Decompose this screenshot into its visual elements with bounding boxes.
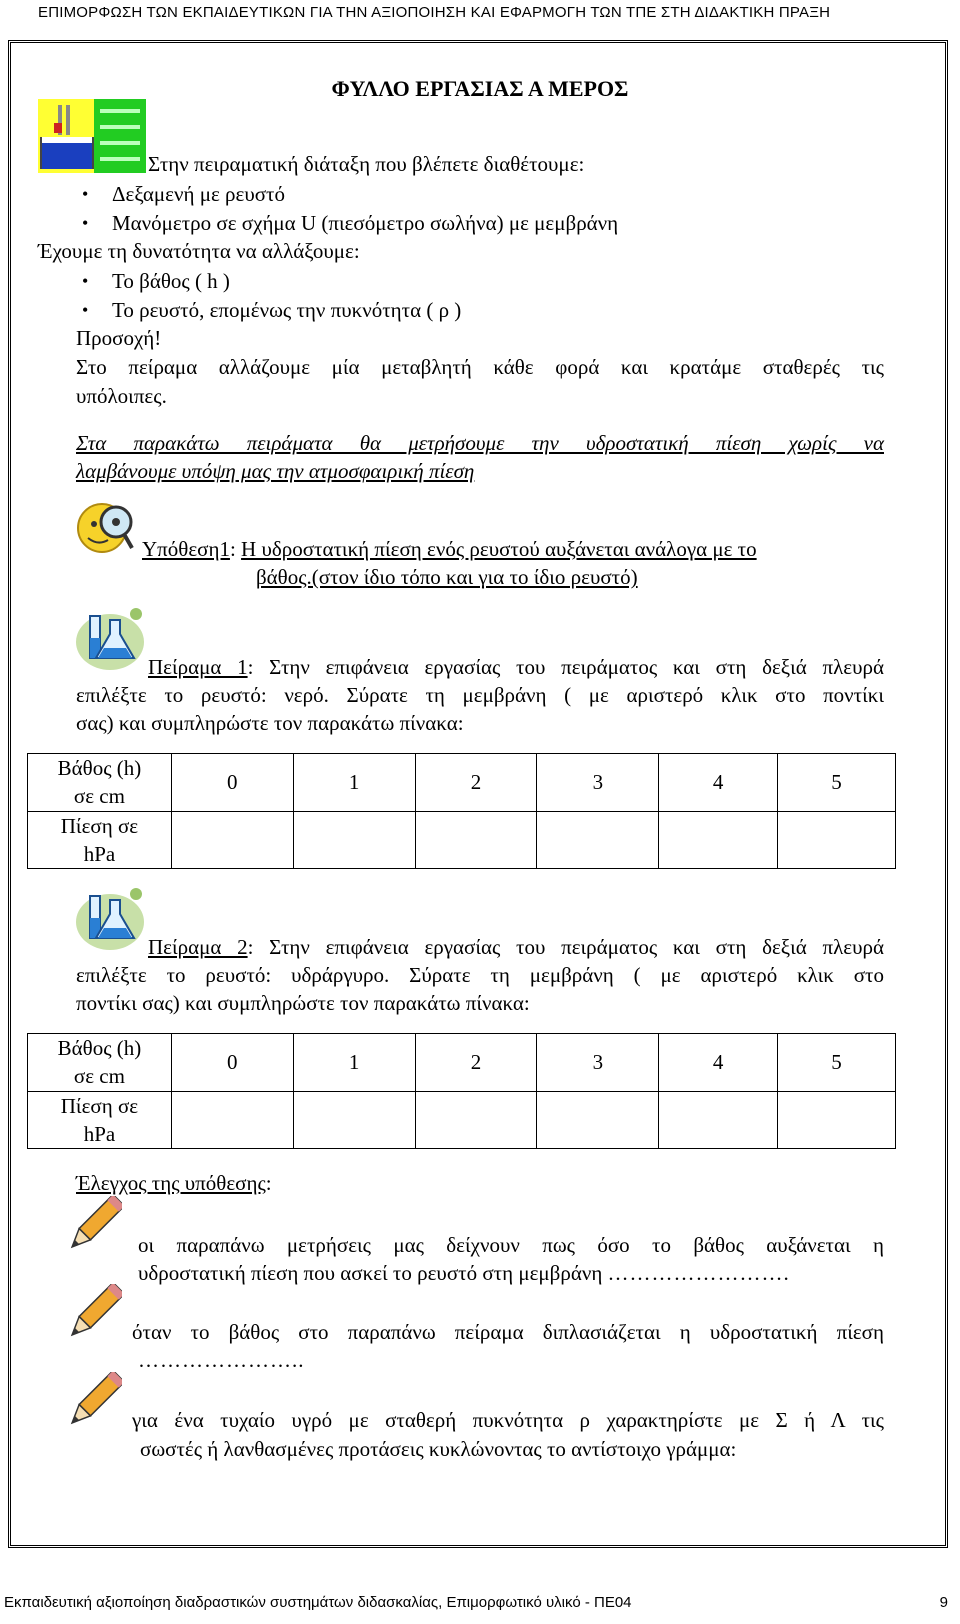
pressure-cell[interactable] [778, 811, 896, 869]
note-line: Στα παρακάτω πειράματα θα μετρήσουμε την υδροστατική πίεση χωρίς να [76, 431, 884, 455]
experiment1-label: Πείραμα 1 [148, 655, 248, 679]
change-intro: Έχουμε τη δυνατότητα να αλλάξουμε: [38, 239, 360, 263]
intro-text: Στην πειραματική διάταξη που βλέπετε διαθέτουμε: [148, 152, 585, 176]
flask-icon [74, 606, 146, 672]
pressure-cell[interactable] [415, 1091, 537, 1149]
page-header: ΕΠΙΜΟΡΦΩΣΗ ΤΩΝ ΕΚΠΑΙΔΕΥΤΙΚΩΝ ΓΙΑ ΤΗΝ ΑΞΙΟΠΟΙΗΣΗ ΚΑΙ ΕΦΑΡΜΟΓΗ ΤΩΝ ΤΠΕ ΣΤΗ ΔΙΔΑΚΤΙΚΗ ΠΡΑΞΗ [38, 4, 831, 21]
pencil-icon [66, 1372, 122, 1430]
page-title: ΦΥΛΛΟ ΕΡΓΑΣΙΑΣ Α ΜΕΡΟΣ [331, 76, 629, 101]
depth-cell: 1 [293, 754, 415, 812]
attention-text-end: υπόλοιπες. [76, 384, 167, 408]
attention-text: Στο πείραμα αλλάζουμε μία μεταβλητή κάθε φορά και κρατάμε σταθερές τις [76, 355, 884, 379]
equipment-item: • Δεξαμενή με ρευστό [112, 180, 285, 208]
data-table-experiment1 [27, 753, 896, 869]
pressure-cell[interactable] [659, 1091, 778, 1149]
pressure-row-header: Πίεση σε hPa [28, 811, 172, 869]
attention-label: Προσοχή! [76, 326, 162, 350]
answer-blank[interactable]: ………………….. [138, 1348, 305, 1372]
conclusion-3-line2: σωστές ή λανθασμένες προτάσεις κυκλώνοντας το αντίστοιχο γράμμα: [140, 1437, 737, 1461]
depth-cell: 2 [415, 754, 537, 812]
experiment2-line: Πείραμα 2: Στην επιφάνεια εργασίας του πειράματος και στη δεξιά πλευρά [148, 935, 884, 959]
page-number: 9 [939, 1594, 948, 1611]
check-line: Έλεγχος της υπόθεσης: [76, 1171, 272, 1195]
depth-cell: 4 [659, 754, 778, 812]
pressure-cell[interactable] [293, 811, 415, 869]
experiment1-text: επιλέξτε το ρευστό: νερό. Σύρατε τη μεμβράνη ( με αριστερό κλικ στο ποντίκι [76, 683, 884, 707]
pressure-cell[interactable] [171, 811, 293, 869]
data-table-experiment2 [27, 1033, 896, 1149]
answer-blank[interactable]: ……………………. [607, 1261, 790, 1285]
note-line-end: λαμβάνουμε υπόψη μας την ατμοσφαιρική πίεση [76, 459, 475, 483]
depth-cell: 1 [293, 1034, 415, 1092]
experiment2-label: Πείραμα 2 [148, 935, 248, 959]
depth-cell: 0 [171, 754, 293, 812]
flask-icon [74, 886, 146, 952]
pressure-row-header: Πίεση σε hPa [28, 1091, 172, 1149]
check-label: Έλεγχος της υπόθεσης [76, 1171, 266, 1195]
simulation-thumbnail [38, 99, 146, 173]
experiment1-text-end: σας) και συμπληρώστε τον παρακάτω πίνακα: [76, 711, 464, 735]
change-item: • Το ρευστό, επομένως την πυκνότητα ( ρ ) [112, 296, 461, 324]
page-footer: Εκπαιδευτική αξιοποίηση διαδραστικών συστημάτων διδασκαλίας, Επιμορφωτικό υλικό - ΠΕ04 [4, 1594, 632, 1611]
depth-cell: 5 [778, 754, 896, 812]
pressure-cell[interactable] [537, 1091, 659, 1149]
change-item: • Το βάθος ( h ) [112, 267, 230, 295]
hypothesis-label: Υπόθεση1 [142, 537, 230, 561]
hypothesis-text-end: βάθος.(στον ίδιο τόπο και για το ίδιο ρευστό) [256, 565, 638, 589]
magnifier-icon [74, 500, 138, 556]
equipment-item: • Μανόμετρο σε σχήμα U (πιεσόμετρο σωλήνα) με μεμβράνη [112, 209, 618, 237]
depth-cell: 3 [537, 754, 659, 812]
pressure-cell[interactable] [778, 1091, 896, 1149]
conclusion-2: όταν το βάθος στο παραπάνω πείραμα διπλασιάζεται η υδροστατική πίεση [132, 1320, 884, 1344]
depth-cell: 0 [171, 1034, 293, 1092]
experiment2-text-end: ποντίκι σας) και συμπληρώστε τον παρακάτω πίνακα: [76, 991, 530, 1015]
depth-cell: 5 [778, 1034, 896, 1092]
pressure-cell[interactable] [537, 811, 659, 869]
pressure-cell[interactable] [171, 1091, 293, 1149]
experiment1-line: Πείραμα 1: Στην επιφάνεια εργασίας του πειράματος και στη δεξιά πλευρά [148, 655, 884, 679]
hypothesis-line: Υπόθεση1: Η υδροστατική πίεση ενός ρευστού αυξάνεται ανάλογα με το [142, 537, 757, 561]
conclusion-1-line2: υδροστατική πίεση που ασκεί το ρευστό στη μεμβράνη ……………………. [138, 1261, 790, 1285]
pressure-cell[interactable] [293, 1091, 415, 1149]
pressure-cell[interactable] [659, 811, 778, 869]
conclusion-3: για ένα τυχαίο υγρό με σταθερή πυκνότητα ρ χαρακτηρίστε με Σ ή Λ τις [132, 1408, 884, 1432]
pencil-icon [66, 1284, 122, 1342]
conclusion-1: οι παραπάνω μετρήσεις μας δείχνουν πως όσο το βάθος αυξάνεται η [138, 1233, 884, 1257]
hypothesis-text: Η υδροστατική πίεση ενός ρευστού αυξάνεται ανάλογα με το [241, 537, 757, 561]
depth-cell: 2 [415, 1034, 537, 1092]
depth-row-header: Βάθος (h) σε cm [28, 754, 172, 812]
depth-cell: 3 [537, 1034, 659, 1092]
depth-cell: 4 [659, 1034, 778, 1092]
depth-row-header: Βάθος (h) σε cm [28, 1034, 172, 1092]
pressure-cell[interactable] [415, 811, 537, 869]
experiment2-text: επιλέξτε το ρευστό: υδράργυρο. Σύρατε τη μεμβράνη ( με αριστερό κλικ στο [76, 963, 884, 987]
pencil-icon [66, 1196, 122, 1254]
